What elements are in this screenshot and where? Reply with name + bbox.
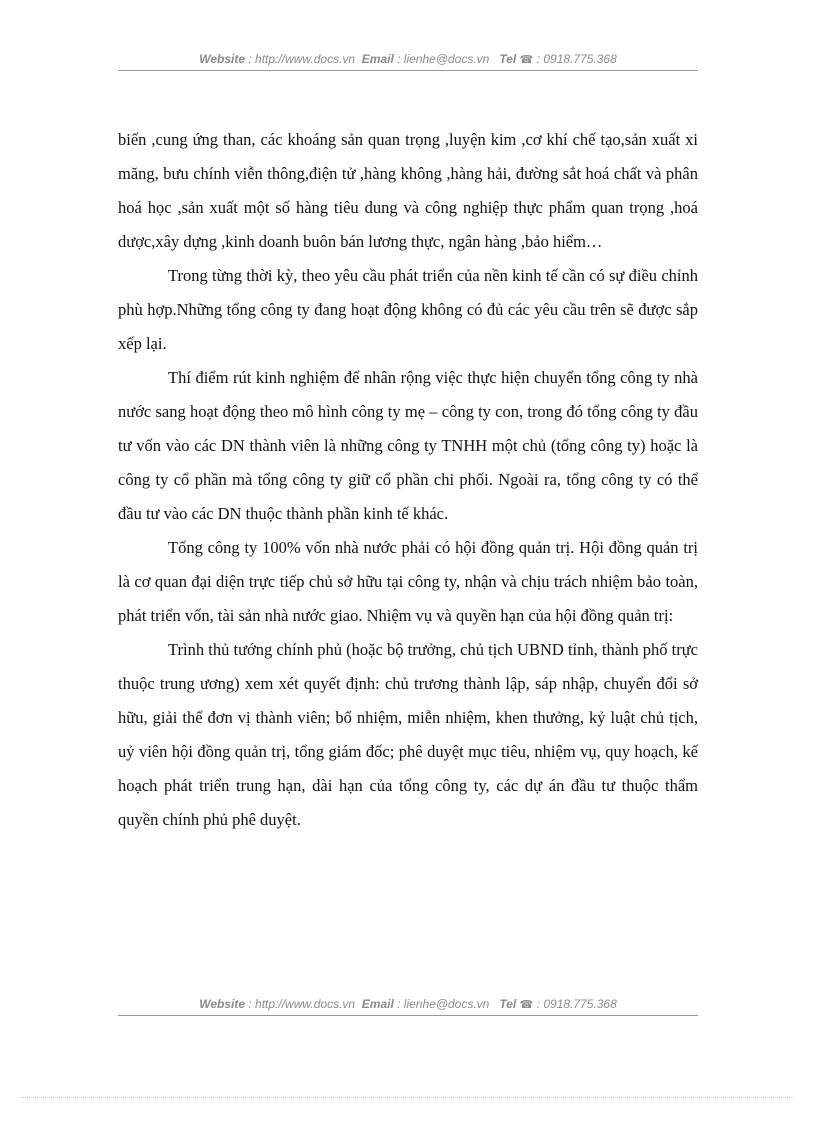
footer-email-label: Email [361,997,394,1011]
header-tel-value: : 0918.775.368 [536,52,617,66]
footer-website-label: Website [199,997,246,1011]
footer-tel-label: Tel [499,997,517,1011]
footer-email-link[interactable]: : lienhe@docs.vn [397,997,490,1011]
header-email-label: Email [361,52,394,66]
footer-divider [118,1015,698,1016]
paragraph-5: Trình thủ tướng chính phủ (hoặc bộ trưởng, chủ tịch UBND tỉnh, thành phố trực thuộc trung ương) xem xét quyết định: chủ trương thành lập, sáp nhập, chuyển đổi sở hữu, giải thể đơn vị thành viên; bổ nhiệm, miễn nhiệm, khen thưởng, kỷ luật chủ tịch, uỷ viên hội đồng quản trị, tổng giám đốc; phê duyệt mục tiêu, nhiệm vụ, quy hoạch, kế hoạch phát triển trung hạn, dài hạn của tổng công ty, các dự án đầu tư thuộc thẩm quyền chính phủ phê duyệt. [118,640,698,829]
phone-icon: ☎ [519,54,534,66]
footer-tel-value: : 0918.775.368 [536,997,617,1011]
header-website-link[interactable]: : http://www.docs.vn [248,52,356,66]
paragraph-4: Tổng công ty 100% vốn nhà nước phải có hội đồng quản trị. Hội đồng quản trị là cơ quan đại diện trực tiếp chủ sở hữu tại công ty, nhận và chịu trách nhiệm bảo toàn, phát triển vốn, tài sản nhà nước giao. Nhiệm vụ và quyền hạn của hội đồng quản trị: [118,538,698,625]
header-email-link[interactable]: : lienhe@docs.vn [397,52,490,66]
phone-icon: ☎ [519,999,534,1011]
paragraph-2: Trong từng thời kỳ, theo yêu cầu phát triển của nền kinh tế cần có sự điều chỉnh phù hợp.Những tổng công ty đang hoạt động không có đủ các yêu cầu trên sẽ được sắp xếp lại. [118,266,698,353]
header-tel-label: Tel [499,52,517,66]
header-website-label: Website [199,52,246,66]
paragraph-3: Thí điểm rút kinh nghiệm để nhân rộng việc thực hiện chuyển tổng công ty nhà nước sang hoạt động theo mô hình công ty mẹ – công ty con, trong đó tổng công ty đầu tư vốn vào các DN thành viên là những công ty TNHH một chủ (tổng công ty) hoặc là công ty cổ phần mà tổng công ty giữ cổ phần chi phối. Ngoài ra, tổng công ty có thể đầu tư vào các DN thuộc thành phần kinh tế khác. [118,368,698,523]
footer-website-link[interactable]: : http://www.docs.vn [248,997,356,1011]
page-break-divider [22,1097,794,1098]
header-divider [118,70,698,71]
document-body [118,123,698,837]
page-footer [118,996,698,1013]
paragraph-1: biến ,cung ứng than, các khoáng sản quan trọng ,luyện kim ,cơ khí chế tạo,sản xuất xi măng, bưu chính viễn thông,điện tử ,hàng không ,hàng hải, đường sắt hoá chất và phân hoá học ,sản xuất một số hàng tiêu dung và công nghiệp thực phẩm quan trọng ,hoá dược,xây dựng ,kinh doanh buôn bán lương thực, ngân hàng ,bảo hiểm… [118,130,698,251]
page-header [118,51,698,68]
